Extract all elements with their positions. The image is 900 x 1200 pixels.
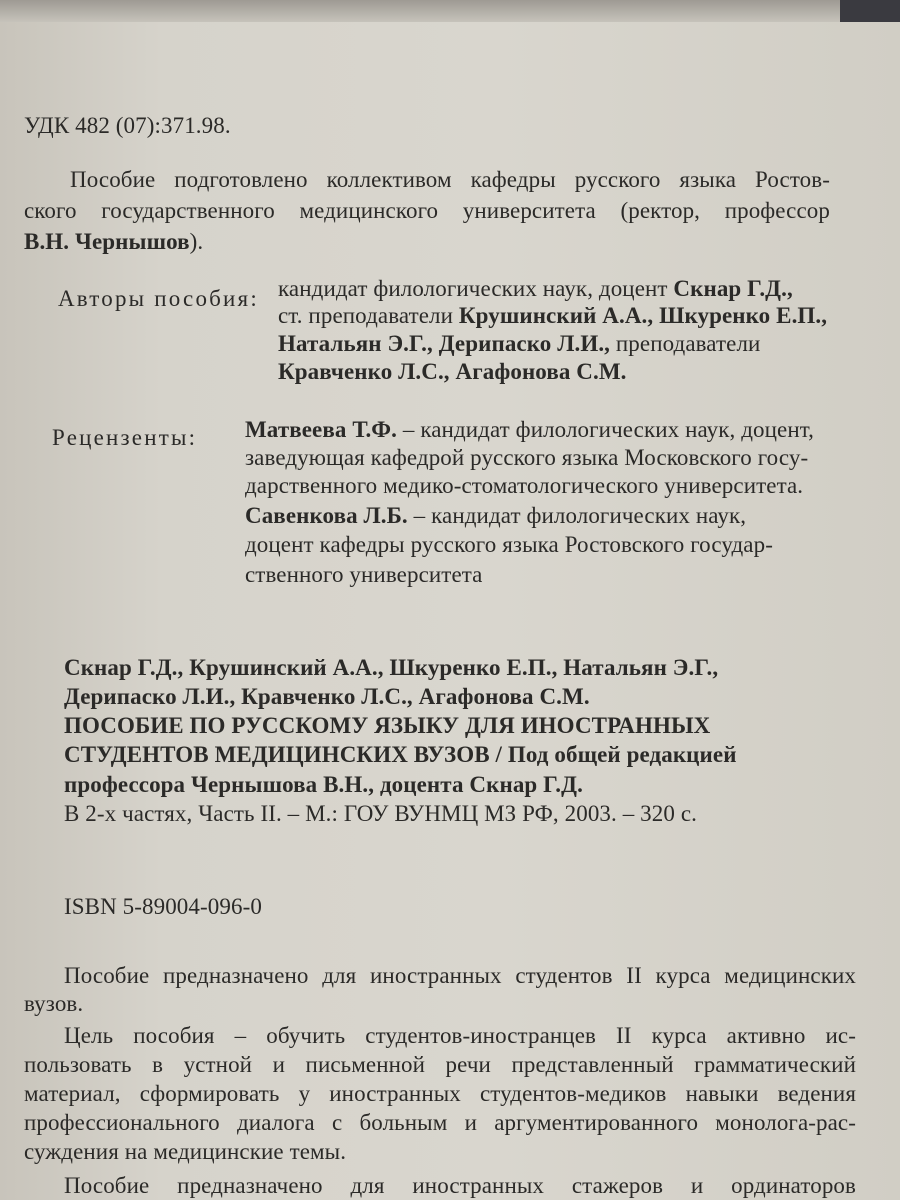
rector-name: В.Н. Чернышов [24,229,190,254]
reviewer-1-line-1: Матвеева Т.Ф. – кандидат филологических наук, доцент, [245,417,815,442]
prepared-line-1: Пособие подготовлено коллективом кафедры русского языка Ростов- [70,167,830,192]
bib-authors-line-2: Дерипаско Л.И., Кравченко Л.С., Агафонова С.М. [64,684,590,709]
desc-p1-line-2: вузов. [24,991,84,1016]
isbn: ISBN 5-89004-096-0 [64,894,262,919]
desc-p2-line-5: суждения на медицинские темы. [24,1139,347,1164]
udk-line: УДК 482 (07):371.98. [24,113,231,138]
desc-p3-line-1: Пособие предназначено для иностранных стажеров и ординаторов [64,1173,856,1198]
reviewer-2-line-2: доцент кафедры русского языка Ростовского государ- [245,532,773,557]
authors-label: Авторы пособия: [58,286,259,311]
prepared-line-3: В.Н. Чернышов). [24,229,204,254]
authors-line-3: Натальян Э.Г., Дерипаско Л.И., преподаватели [278,331,761,356]
bib-authors-line-1: Скнар Г.Д., Крушинский А.А., Шкуренко Е.П., Натальян Э.Г., [64,655,719,680]
reviewer-1-line-3: дарственного медико-стоматологического университета. [245,473,804,498]
desc-p2-line-3: материал, сформировать у иностранных студентов-медиков навыки ведения [24,1081,856,1106]
reviewer-1-line-2: заведующая кафедрой русского языка Московского госу- [245,445,809,470]
reviewer-2-line-1: Савенкова Л.Б. – кандидат филологических наук, [245,503,747,528]
bib-imprint-line: В 2-х частях, Часть II. – М.: ГОУ ВУНМЦ МЗ РФ, 2003. – 320 с. [64,801,697,826]
bib-title-line-1: ПОСОБИЕ ПО РУССКОМУ ЯЗЫКУ ДЛЯ ИНОСТРАННЫХ [64,713,711,738]
authors-line-4: Кравченко Л.С., Агафонова С.М. [278,359,627,384]
desc-p2-line-2: пользовать в устной и письменной речи представленный грамматический [24,1052,856,1077]
desc-p1-line-1: Пособие предназначено для иностранных студентов II курса медицинских [64,963,856,988]
authors-line-1: кандидат филологических наук, доцент Скнар Г.Д., [278,276,793,301]
bib-title-line-2: СТУДЕНТОВ МЕДИЦИНСКИХ ВУЗОВ / Под общей редакцией [64,742,737,767]
authors-line-2: ст. преподаватели Крушинский А.А., Шкуренко Е.П., [278,303,828,328]
desc-p2-line-4: профессионального диалога с больным и аргументированного монолога-рас- [24,1110,856,1135]
reviewers-label: Рецензенты: [52,425,198,450]
page-top-edge [0,0,900,22]
bib-editors-line: профессора Чернышова В.Н., доцента Скнар Г.Д. [64,772,583,797]
prepared-line-2: ского государственного медицинского университета (ректор, профессор [24,198,830,223]
desc-p2-line-1: Цель пособия – обучить студентов-иностранцев II курса активно ис- [64,1023,856,1048]
reviewer-2-line-3: ственного университета [245,562,483,587]
